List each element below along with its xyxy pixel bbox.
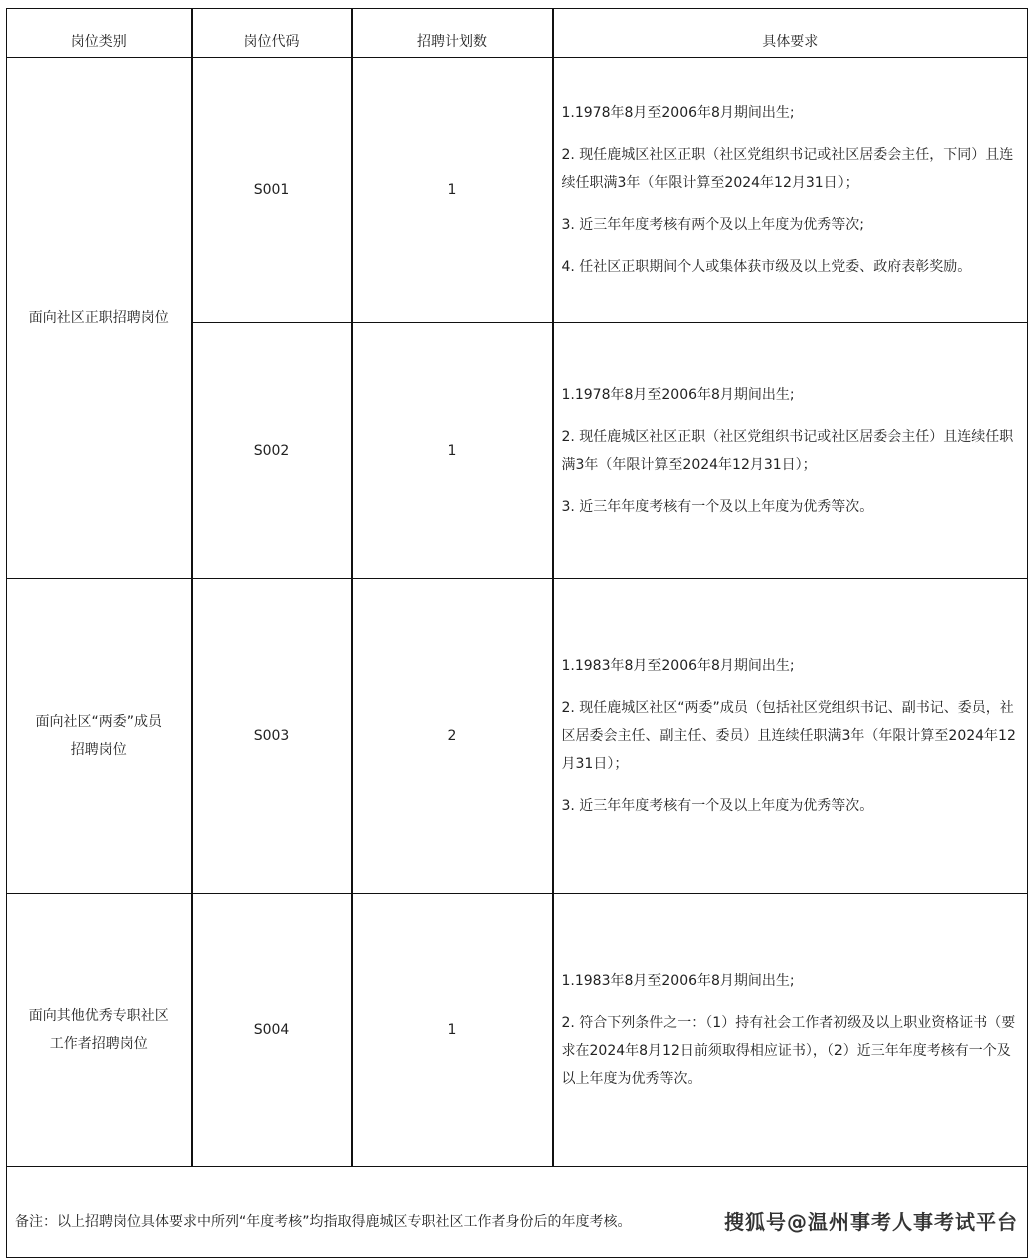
category-cell: 面向社区正职招聘岗位: [7, 58, 192, 579]
table-row: [7, 579, 1028, 894]
code-cell: S003: [192, 579, 352, 894]
code-cell: S001: [192, 58, 352, 323]
header-requirements: 具体要求: [553, 9, 1028, 58]
requirement-item: 3. 近三年年度考核有一个及以上年度为优秀等次。: [561, 798, 874, 814]
category-line: 工作者招聘岗位: [49, 1036, 148, 1052]
watermark: 搜狐号@温州事考人事考试平台: [724, 1210, 1018, 1234]
requirements-cell: [553, 894, 1028, 1167]
category-line: 招聘岗位: [70, 742, 127, 758]
table-row: [7, 58, 1028, 323]
requirement-item: 1.1983年8月至2006年8月期间出生;: [561, 658, 795, 674]
header-category: 岗位类别: [7, 9, 192, 58]
note-text: 备注：以上招聘岗位具体要求中所列“年度考核”均指取得鹿城区专职社区工作者身份后的年度考核。: [7, 1167, 1028, 1258]
requirement-item: 4. 任社区正职期间个人或集体获市级及以上党委、政府表彰奖励。: [561, 259, 972, 275]
requirement-item: 2. 现任鹿城区社区“两委”成员（包括社区党组织书记、副书记、委员，社区居委会主任、副主任、委员）且连续任职满3年（年限计算至2024年12月31日）；: [561, 700, 1016, 772]
requirements-cell: [553, 323, 1028, 579]
requirements-cell: [553, 58, 1028, 323]
code-cell: S002: [192, 323, 352, 579]
category-cell: [7, 894, 192, 1167]
requirement-item: 1.1978年8月至2006年8月期间出生;: [561, 386, 795, 403]
requirement-item: 2. 现任鹿城区社区正职（社区党组织书记或社区居委会主任，下同）且连续任职满3年（年限计算至2024年12月31日）；: [561, 147, 1014, 191]
code-cell: S004: [192, 894, 352, 1167]
table-row: [7, 894, 1028, 1167]
count-cell: 1: [352, 323, 553, 579]
header-row: [7, 9, 1028, 58]
header-code: 岗位代码: [192, 9, 352, 58]
category-cell: [7, 579, 192, 894]
requirement-item: 3. 近三年年度考核有一个及以上年度为优秀等次。: [561, 498, 874, 515]
category-line: 面向其他优秀专职社区: [28, 1008, 169, 1024]
requirement-item: 3. 近三年年度考核有两个及以上年度为优秀等次;: [561, 217, 865, 233]
count-cell: 1: [352, 894, 553, 1167]
requirements-cell: [553, 579, 1028, 894]
count-cell: 2: [352, 579, 553, 894]
requirement-item: 2. 现任鹿城区社区正职（社区党组织书记或社区居委会主任）且连续任职满3年（年限计算至2024年12月31日）；: [561, 428, 1014, 473]
requirement-item: 1.1978年8月至2006年8月期间出生;: [561, 105, 795, 121]
requirement-item: 1.1983年8月至2006年8月期间出生;: [561, 973, 795, 989]
recruitment-table: [6, 8, 1028, 1258]
header-count: 招聘计划数: [352, 9, 553, 58]
category-line: 面向社区“两委”成员: [35, 714, 162, 730]
count-cell: 1: [352, 58, 553, 323]
requirement-item: 2. 符合下列条件之一：（1）持有社会工作者初级及以上职业资格证书（要求在2024年8月12日前须取得相应证书），（2）近三年年度考核有一个及以上年度为优秀等次。: [561, 1015, 1016, 1087]
